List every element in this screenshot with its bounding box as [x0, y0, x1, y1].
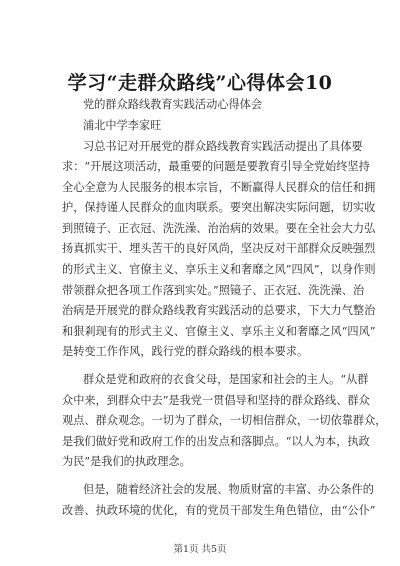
author-line: 浦北中学李家旺 [83, 119, 162, 132]
page-title: 学习“走群众路线”心得体会10 [67, 72, 333, 94]
page-footer: 第1页 共5页 [173, 544, 227, 555]
body-line: 的形式主义、官僚主义、享乐主义和奢靡之风”四风”，以身作则 [62, 263, 376, 276]
body-line: 带领群众把各项工作落到实处。”照镜子、正衣冠、洗洗澡、治 [62, 284, 365, 297]
subtitle: 党的群众路线教育实践活动心得体会 [83, 98, 263, 111]
body-line: 是我们做好党和政府工作的出发点和落脚点。“以人为本，执政 [62, 435, 370, 448]
body-line: 护，保持谨人民群众的血肉联系。要突出解决实际问题，切实收 [62, 201, 376, 214]
body-line: 治病是开展党的群众路线教育实践活动的总要求，下大力气整治 [62, 304, 376, 317]
body-line: 全心全意为人民服务的根本宗旨，不断赢得人民群众的信任和拥 [62, 181, 376, 194]
body-line: 到照镜子、正衣冠、洗洗澡、治治病的效果。要在全社会大力弘 [62, 222, 376, 235]
body-line: 和狠剎现有的形式主义、官僚主义、享乐主义和奢靡之风“四风” [62, 325, 376, 338]
body-line: 观点、群众观念。一切为了群众，一切相信群众，一切依靠群众， [62, 414, 387, 427]
body-line: 但是，随着经济社会的发展、物质财富的丰富、办公条件的 [83, 483, 374, 496]
body-line: 是转变工作作风，践行党的群众路线的根本要求。 [62, 345, 309, 358]
body-line: 改善、执政环境的优化，有的党员干部发生角色错位，由“公仆” [62, 504, 376, 517]
body-line: 群众是党和政府的衣食父母，是国家和社会的主人。“从群 [83, 373, 369, 386]
body-line: 众中来，到群众中去”是我党一贯倡导和坚持的群众路线、群众 [62, 394, 370, 407]
body-line: 习总书记对开展党的群众路线教育实践活动提出了具体要 [83, 140, 363, 153]
body-line: 为民”是我们的执政理念。 [62, 455, 191, 468]
body-line: 扬真抓实干、埋头苦干的良好风尚，坚决反对干部群众反映强烈 [62, 242, 376, 255]
body-line: 求：“开展这项活动，最重要的问题是要教育引导全党始终坚持 [62, 160, 370, 173]
